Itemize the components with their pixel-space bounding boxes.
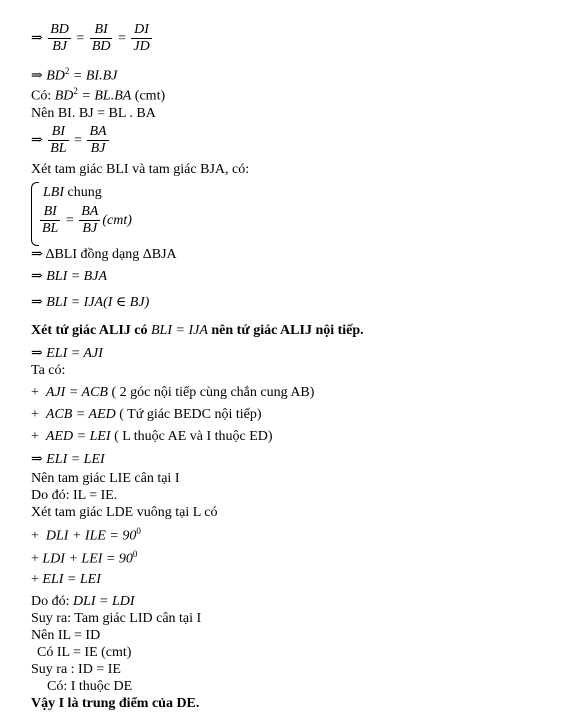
equation-line: ⇒ BLI = IJA(I ∈ BJ) bbox=[31, 295, 150, 310]
text-line: Ta có: bbox=[31, 363, 66, 378]
angle-step: + ACB = AED ( Tứ giác BEDC nội tiếp) bbox=[31, 407, 262, 422]
fraction: $\frac{BA}{BJ}$ bbox=[89, 124, 107, 157]
fraction: $\frac{BD}{BJ}$ bbox=[50, 22, 69, 55]
ratio-line-1: ⇒ $\frac{BD}{BJ}$ = $\frac{BI}{BD}$ = $\frac{DI}{JD}$ bbox=[31, 22, 150, 55]
angle-sum-line: + LDI + LEI = $90^0$ bbox=[31, 549, 138, 567]
implies-arrow: ⇒ bbox=[31, 346, 43, 361]
angle-sum-line: + DLI + ILE = $90^0$ bbox=[31, 526, 141, 544]
implies-arrow: ⇒ bbox=[31, 30, 43, 46]
text-line: Có: I thuộc DE bbox=[47, 679, 133, 694]
equation-line: Có: $BD^2 = BL.BA$ (cmt) bbox=[31, 86, 166, 104]
angle-step: + AJI = ACB ( 2 góc nội tiếp cùng chắn cung AB) bbox=[31, 385, 315, 400]
implies-arrow: ⇒ bbox=[31, 132, 43, 148]
text-line: Xét tam giác BLI và tam giác BJA, có: bbox=[31, 162, 250, 177]
text-line: Do đó: IL = IE. bbox=[31, 488, 118, 503]
fraction: $\frac{BI}{BL}$ bbox=[50, 124, 67, 157]
text-line: Suy ra : ID = IE bbox=[31, 662, 121, 677]
similarity-line: ⇒ ΔBLI đồng dạng ΔBJA bbox=[31, 247, 177, 262]
fraction: $\frac{DI}{JD}$ bbox=[133, 22, 150, 55]
text-line: Nên IL = ID bbox=[31, 628, 101, 643]
system-row-2: $\frac{BI}{BL}$ = $\frac{BA}{BJ}$ (cmt) bbox=[42, 204, 132, 237]
equation-line: ⇒ $BD^2 = BI.BJ$ bbox=[31, 66, 118, 84]
angle-sum-line: + ELI = LEI bbox=[31, 572, 101, 587]
fraction: $\frac{BA}{BJ}$ bbox=[81, 204, 99, 237]
ratio-line-2: ⇒ $\frac{BI}{BL}$ = $\frac{BA}{BJ}$ bbox=[31, 124, 107, 157]
system-row-1: LBI chung bbox=[43, 185, 102, 200]
fraction: $\frac{BI}{BL}$ bbox=[42, 204, 59, 237]
conclusion: Vậy I là trung điểm của DE. bbox=[31, 696, 200, 711]
angle-step: + AED = LEI ( L thuộc AE và I thuộc ED) bbox=[31, 429, 273, 444]
text-line: Nên BI. BJ = BL . BA bbox=[31, 106, 156, 121]
text-line: Xét tam giác LDE vuông tại L có bbox=[31, 505, 218, 520]
equation-line: ⇒ BLI = BJA bbox=[31, 269, 107, 284]
equation-line: Do đó: DLI = LDI bbox=[31, 594, 135, 609]
cyclic-quadrilateral-statement: Xét tứ giác ALIJ có BLI = IJA nên tứ giác ALIJ nội tiếp. bbox=[31, 323, 364, 338]
fraction: $\frac{BI}{BD}$ bbox=[91, 22, 111, 55]
implies-arrow: ⇒ bbox=[31, 247, 43, 262]
text-line: Suy ra: Tam giác LID cân tại I bbox=[31, 611, 202, 626]
implies-arrow: ⇒ bbox=[31, 295, 43, 310]
equation-line: ⇒ ELI = LEI bbox=[31, 452, 105, 467]
implies-arrow: ⇒ bbox=[31, 452, 43, 467]
text-line: Nên tam giác LIE cân tại I bbox=[31, 471, 180, 486]
implies-arrow: ⇒ bbox=[31, 269, 43, 284]
equation-line: ⇒ ELI = AJI bbox=[31, 346, 103, 361]
text-line: Có IL = IE (cmt) bbox=[37, 645, 132, 660]
implies-arrow: ⇒ bbox=[31, 68, 43, 84]
